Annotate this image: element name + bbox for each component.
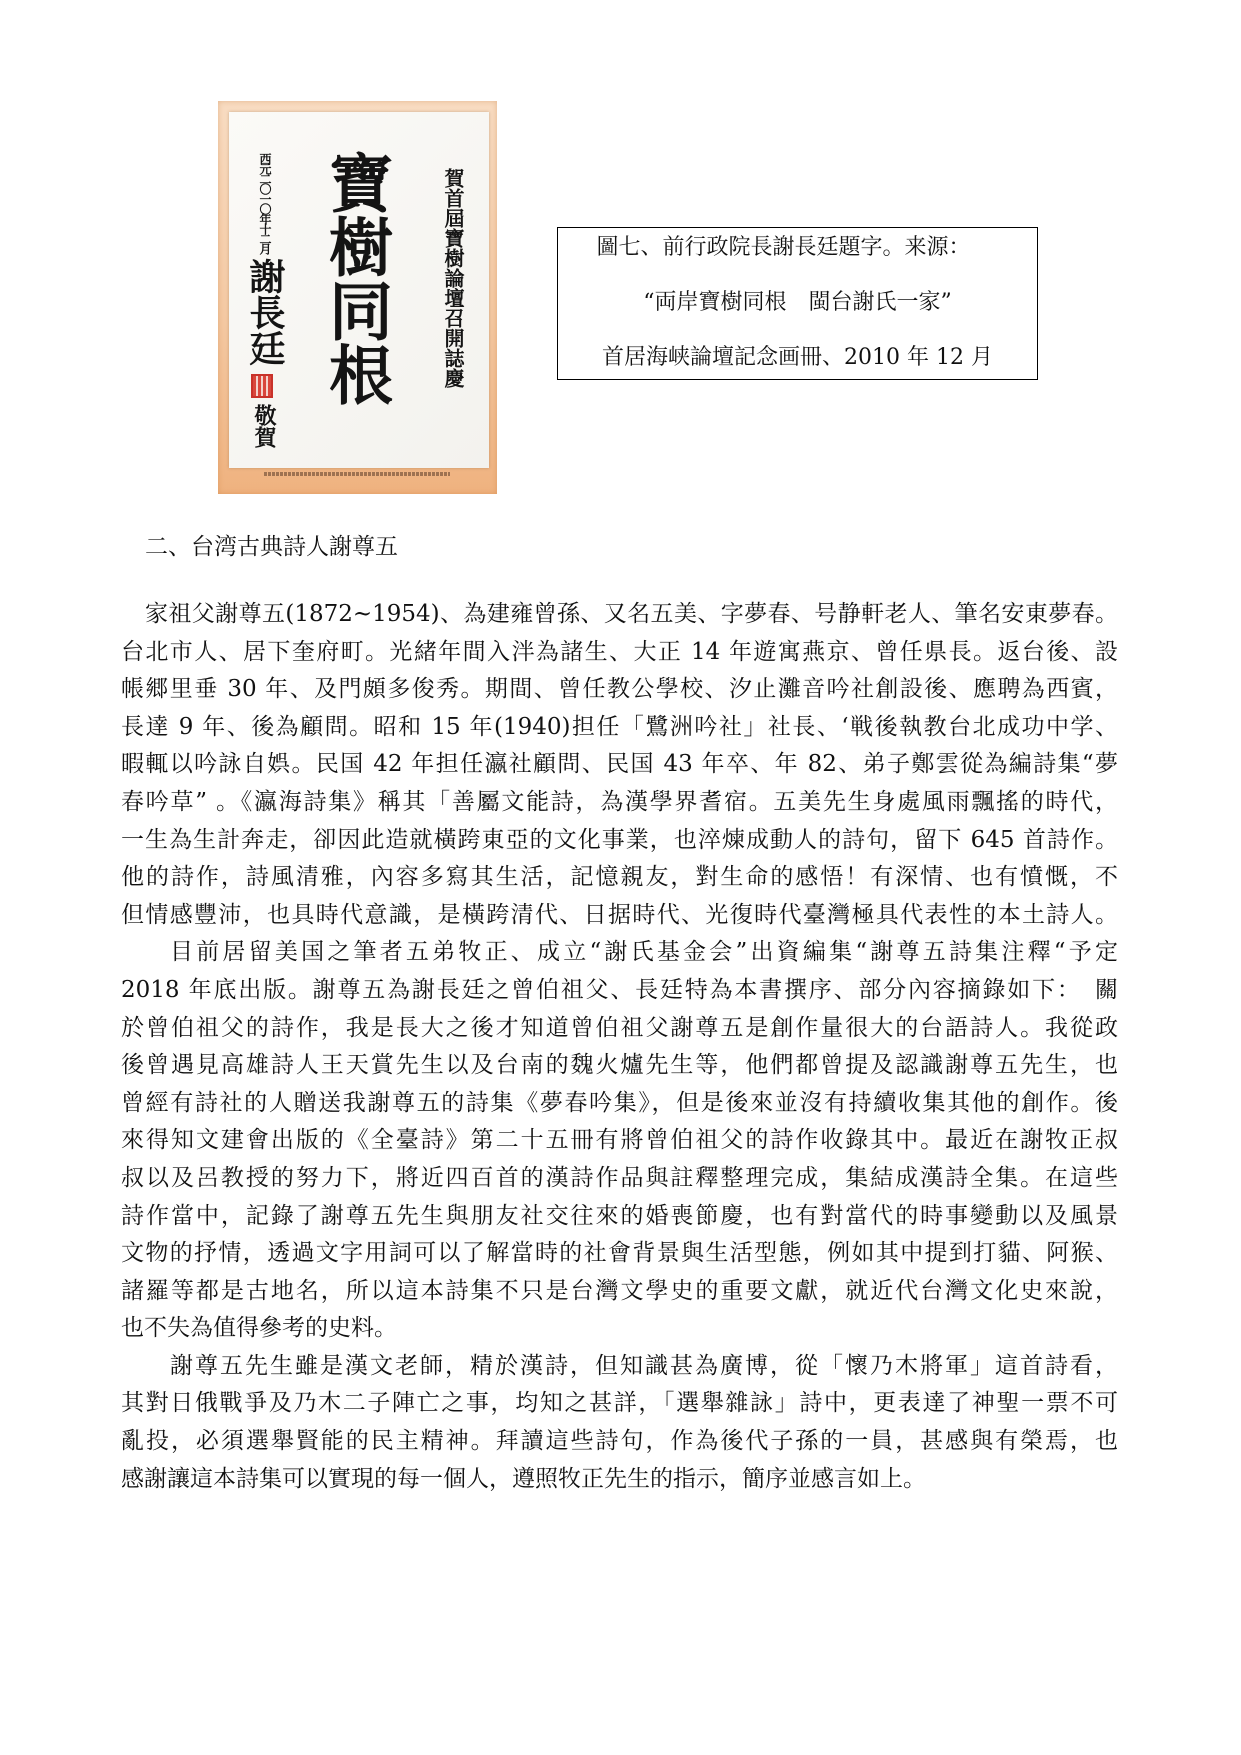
calligraphy-date: 西元二〇一〇年十二月 (258, 153, 272, 253)
body-line: 後曾遇見高雄詩人王天賞先生以及台南的魏火爐先生等，他們都曾提及認識謝尊五先生，也 (121, 1052, 1118, 1079)
calligraphy-closing: 敬賀 (251, 404, 277, 448)
body-line: 來得知文建會出版的《全臺詩》第二十五冊有將曾伯祖父的詩作收錄其中。最近在謝牧正叔 (121, 1127, 1118, 1154)
paragraph-1 (121, 596, 1118, 934)
body-line: 他的詩作，詩風清雅，內容多寫其生活，記憶親友，對生命的感悟！有深情、也有憤慨，不 (121, 864, 1118, 891)
body-line: 叔以及呂教授的努力下，將近四百首的漢詩作品與註釋整理完成，集結成漢詩全集。在這些 (121, 1164, 1118, 1191)
paragraph-3 (121, 1348, 1118, 1498)
body-line: 一生為生計奔走，卻因此造就橫跨東亞的文化事業，也淬煉成動人的詩句，留下 645 首詩作。 (121, 826, 1118, 853)
body-line: 謝尊五先生雖是漢文老師，精於漢詩，但知識甚為廣博，從「懷乃木將軍」這首詩看， (170, 1352, 1118, 1379)
body-line: 曾經有詩社的人贈送我謝尊五的詩集《夢春吟集》，但是後來並沒有持續收集其他的創作。後 (121, 1089, 1118, 1116)
body-line: 文物的抒情，透過文字用詞可以了解當時的社會背景與生活型態，例如其中提到打貓、阿猴、 (121, 1240, 1118, 1267)
body-line: 詩作當中，記錄了謝尊五先生與朋友社交往來的婚喪節慶，也有對當代的時事變動以及風景 (121, 1202, 1118, 1229)
body-line: 諸羅等都是古地名，所以這本詩集不只是台灣文學史的重要文獻，就近代台灣文化史來說， (121, 1277, 1118, 1304)
body-line: 暇輒以吟詠自娯。民国 42 年担任瀛社顧問、民国 43 年卒、年 82、弟子鄭雲從為編詩集“夢 (121, 751, 1118, 778)
body-text (121, 596, 1118, 1498)
body-line: 於曾伯祖父的詩作，我是長大之後才知道曾伯祖父謝尊五是創作量很大的台語詩人。我從政 (121, 1014, 1118, 1041)
figure-caption-title: 圖七、前行政院長謝長廷題字。来源： (596, 235, 971, 260)
section-heading: 二、台湾古典詩人謝尊五 (145, 534, 398, 560)
body-line: 但情感豐沛，也具時代意識，是橫跨清代、日据時代、光復時代臺灣極具代表性的本土詩人。 (121, 901, 1118, 928)
calligraphy-dedication: 賀首屆寶樹論壇召開誌慶 (441, 168, 465, 388)
body-line: 其對日俄戰爭及乃木二子陣亡之事，均知之甚詳，「選舉雜詠」詩中，更表達了神聖一票不可 (121, 1390, 1118, 1417)
calligraphy-main-text: 寶樹同根 (318, 150, 393, 406)
body-line: 春吟草” 。《瀛海詩集》稱其「善屬文能詩，為漢學界耆宿。五美先生身處風雨飄搖的時代， (121, 788, 1118, 815)
image-footer-strip (264, 472, 450, 476)
body-line: 目前居留美国之筆者五弟牧正、成立“謝氏基金会”出資編集“謝尊五詩集注釋“予定 (170, 939, 1118, 966)
figure-caption-quote: “両岸寶樹同根 閩台謝氏一家” (643, 290, 952, 315)
body-line: 2018 年底出版。謝尊五為謝長廷之曾伯祖父、長廷特為本書撰序、部分內容摘錄如下： 關 (121, 976, 1118, 1003)
paragraph-2 (121, 934, 1118, 1348)
figure-caption-source: 首居海峡論壇記念画冊、2010 年 12 月 (602, 345, 993, 370)
body-line: 感謝讓這本詩集可以實現的每一個人，遵照牧正先生的指示，簡序並感言如上。 (121, 1465, 926, 1492)
body-line: 亂投，必須選舉賢能的民主精神。拜讀這些詩句，作為後代子孫的一員，甚感與有榮焉，也 (121, 1428, 1118, 1455)
seal-stamp (251, 374, 273, 398)
body-line: 也不失為值得參考的史料。 (121, 1315, 397, 1342)
calligraphy-paper (229, 112, 489, 468)
body-line: 家祖父謝尊五(1872~1954)、為建雍曾孫、又名五美、字夢春、号静軒老人、筆名安東夢春。 (145, 601, 1118, 627)
body-line: 帳郷里垂 30 年、及門頗多俊秀。期間、曾任教公學校、汐止灘音吟社創設後、應聘為西賓， (121, 676, 1118, 703)
body-line: 長達 9 年、後為顧問。昭和 15 年(1940)担任「鷺洲吟社」社長、‘戦後執教台北成功中学、 (121, 713, 1118, 740)
calligraphy-image (218, 101, 497, 494)
figure-caption-box (557, 227, 1038, 380)
body-line: 台北市人、居下奎府町。光緒年間入泮為諸生、大正 14 年遊寓燕京、曾任県長。返台後、設 (121, 638, 1118, 665)
calligraphy-signature: 謝長廷 (244, 258, 286, 366)
